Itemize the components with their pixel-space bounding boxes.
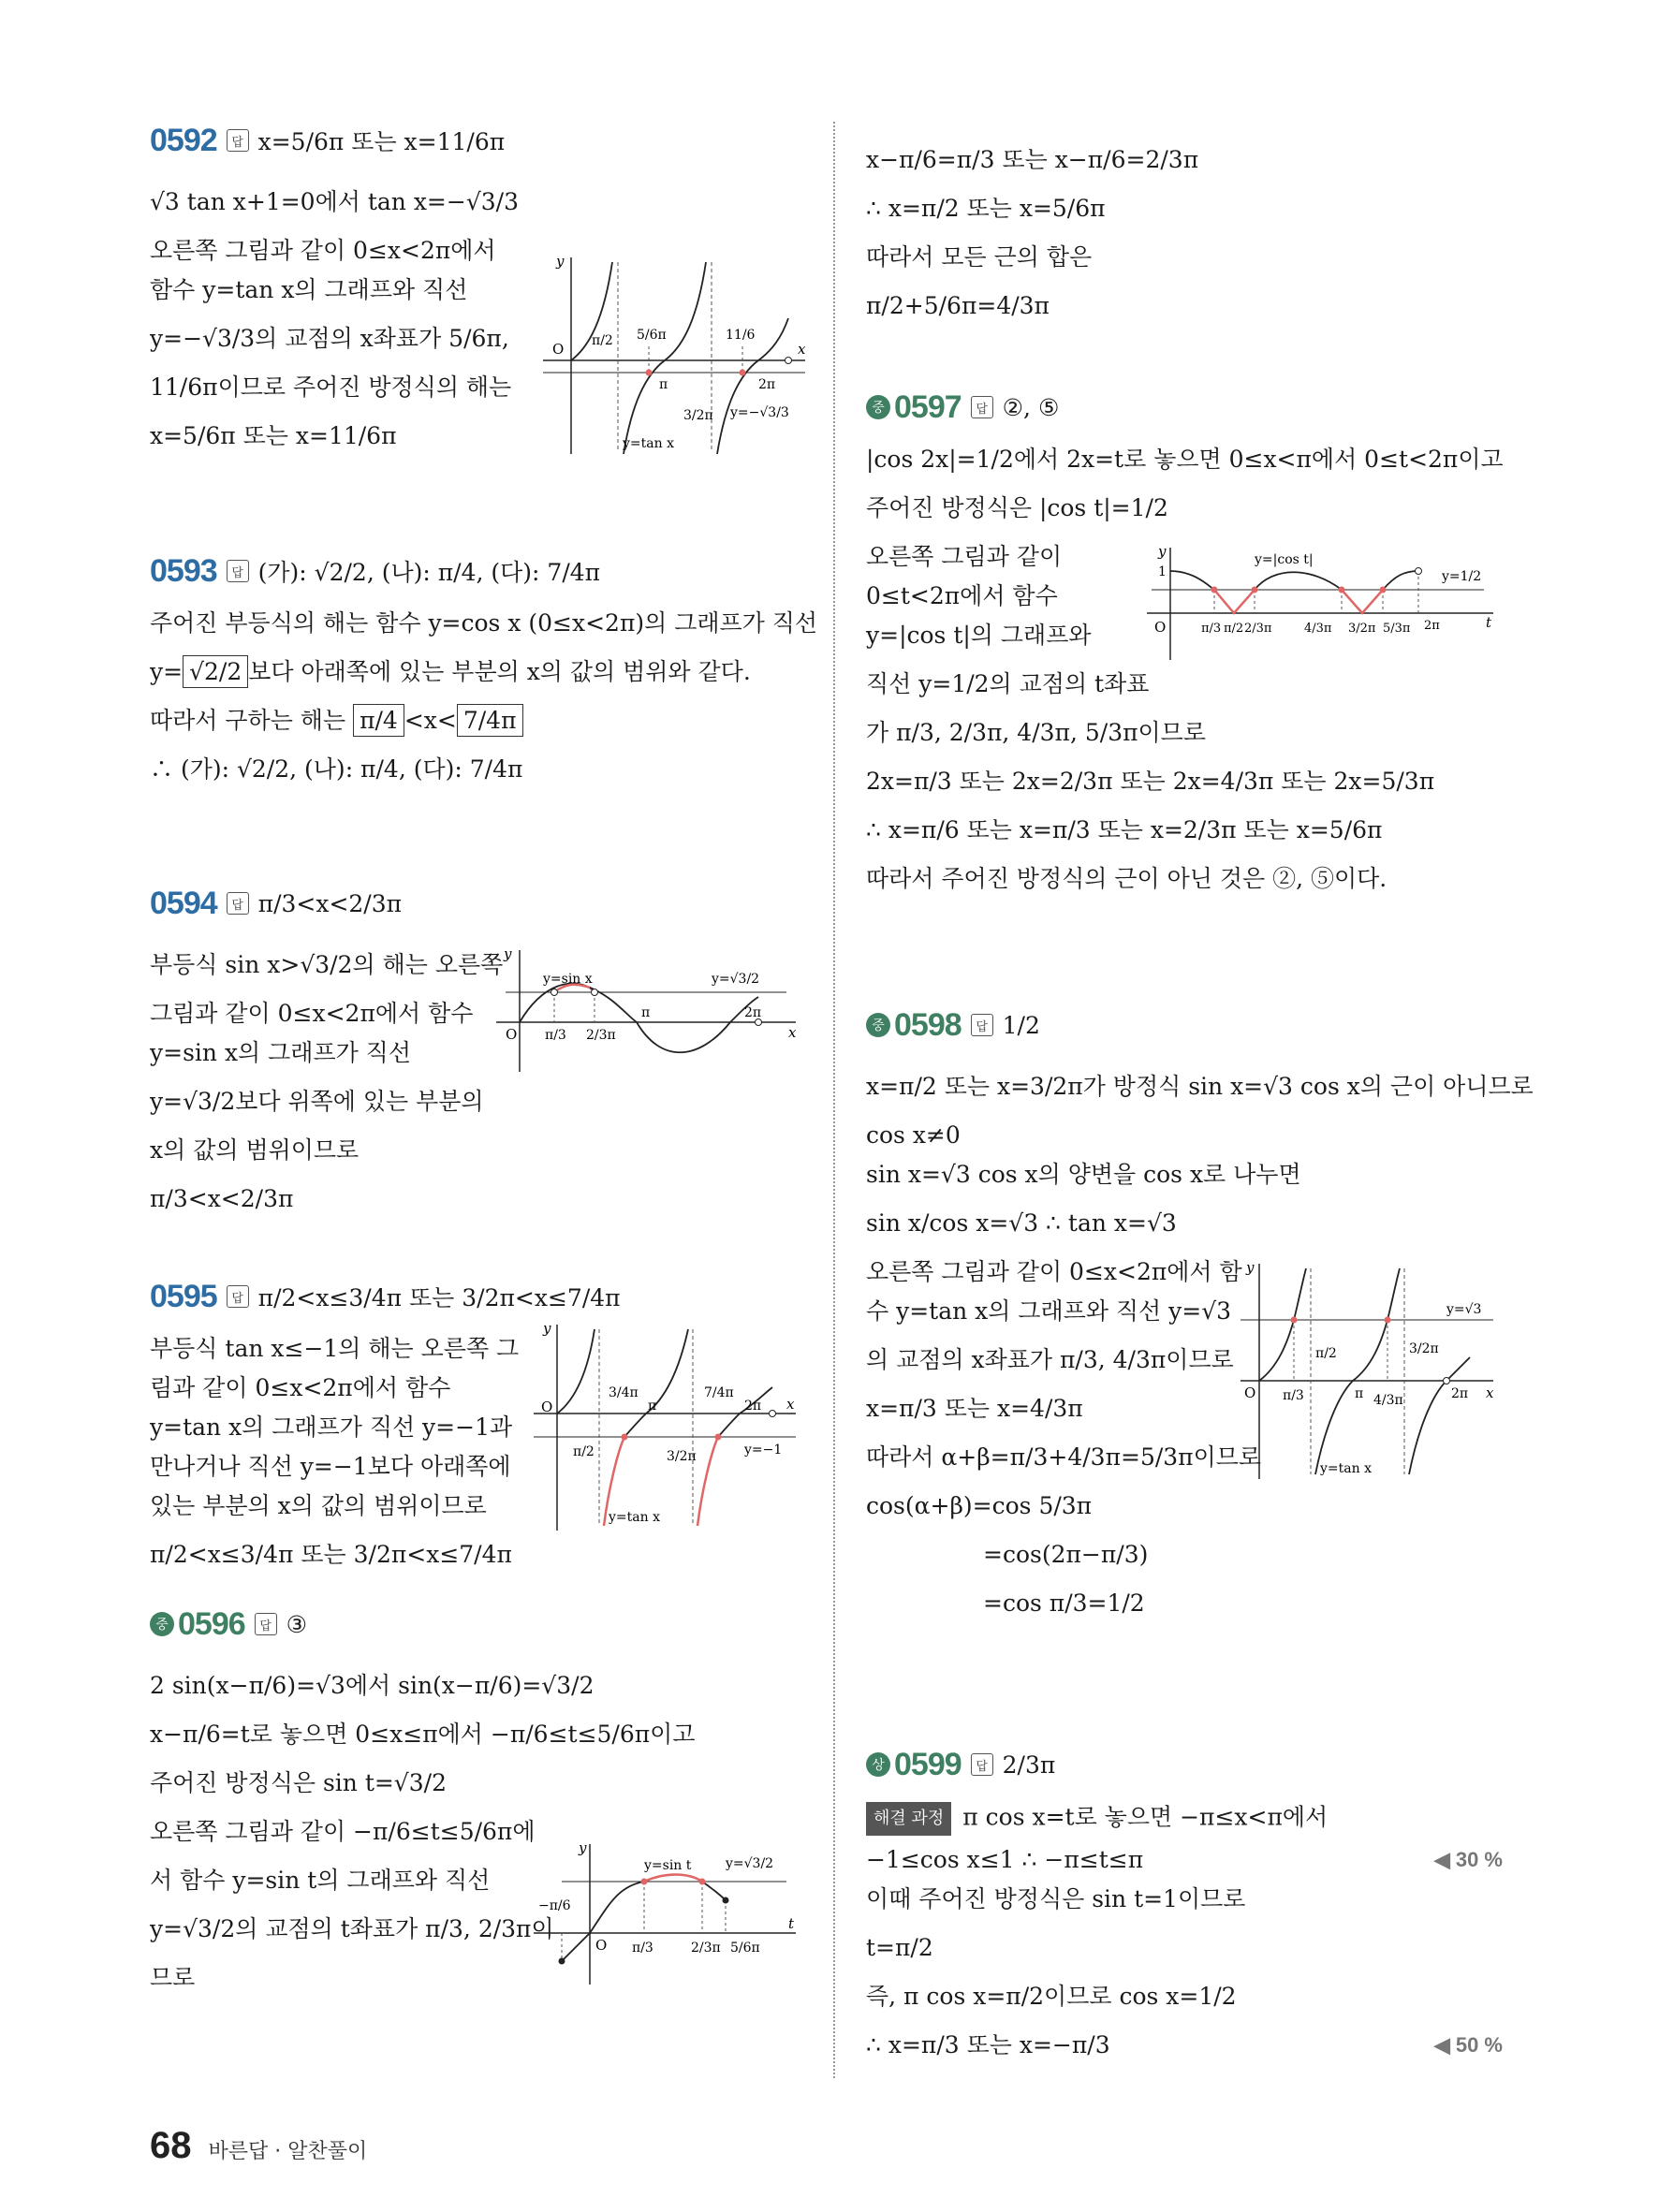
problem-number: 0594 xyxy=(150,885,217,921)
blank-box: π/4 xyxy=(353,704,404,737)
tick-label: 5/3π xyxy=(1383,622,1411,636)
origin-label: O xyxy=(1244,1384,1256,1401)
curve-label: y=sin x xyxy=(543,972,593,987)
text-line: 오른쪽 그림과 같이 −π/6≤t≤5/6π에 xyxy=(150,1818,536,1845)
answer-marker-icon: 답 xyxy=(971,1014,993,1036)
text-line: y=−√3/3의 교점의 x좌표가 5/6π, xyxy=(150,325,509,352)
tan-graph-0595 xyxy=(534,1320,805,1535)
tan-curve xyxy=(557,1329,595,1414)
highlight-curve xyxy=(644,1875,702,1882)
text-line: y=√3/2의 교점의 t좌표가 π/3, 2/3π이 xyxy=(150,1915,554,1942)
open-point xyxy=(551,989,558,996)
tick-label: 2π xyxy=(1424,619,1440,633)
text-line: 주어진 부등식의 해는 함수 y=cos x (0≤x<2π)의 그래프가 직선 xyxy=(150,609,818,637)
problem-0592 xyxy=(150,112,815,543)
text-line: 오른쪽 그림과 같이 0≤x<2π에서 xyxy=(150,237,496,264)
origin-label: O xyxy=(506,1026,518,1043)
tick-label: π xyxy=(648,1399,657,1414)
text-line: π/2+5/6π=4/3π xyxy=(866,292,1050,319)
tick-label: 3/2π xyxy=(1348,622,1376,636)
tick-label: 2π xyxy=(744,1005,762,1020)
text: π cos x=t로 놓으면 −π≤x<π에서 xyxy=(962,1803,1329,1831)
intersection-point xyxy=(641,1879,648,1885)
tick-label: 3/2π xyxy=(1409,1341,1439,1356)
axis-label: y xyxy=(1158,543,1167,560)
text-line: cos(α+β)=cos 5/3π xyxy=(866,1492,1093,1519)
intersection-point xyxy=(622,1434,628,1441)
curve-label: y=|cos t| xyxy=(1255,552,1314,567)
answer-marker-icon: 답 xyxy=(971,1753,993,1776)
curve-label: y=tan x xyxy=(1320,1461,1372,1476)
tan-curve xyxy=(1409,1357,1470,1474)
endpoint xyxy=(559,1958,565,1965)
text: −1≤cos x≤1 ∴ −π≤t≤π xyxy=(866,1846,1144,1873)
abs-cos-curve xyxy=(1170,571,1214,590)
intersection-point xyxy=(1385,1317,1391,1324)
answer: π/2<x≤3/4π 또는 3/2π<x≤7/4π xyxy=(257,1284,621,1311)
answer-marker-icon: 답 xyxy=(227,892,249,915)
open-point xyxy=(592,989,598,996)
answer: ②, ⑤ xyxy=(1002,393,1060,421)
text-line: x−π/6=t로 놓으면 0≤x≤π에서 −π/6≤t≤5/6π이고 xyxy=(150,1721,696,1748)
tick-label: π xyxy=(1355,1386,1364,1401)
problem-number: 0593 xyxy=(150,552,217,589)
tan-curve xyxy=(1294,1268,1306,1320)
axis-label: y xyxy=(1246,1259,1255,1276)
answer-marker-icon: 답 xyxy=(227,129,249,152)
page-number: 68 xyxy=(150,2125,192,2166)
text-line: 함수 y=tan x의 그래프와 직선 xyxy=(150,276,468,303)
tick-label: 3/2π xyxy=(667,1449,697,1464)
tan-curve xyxy=(1259,1320,1294,1381)
text-line: 가 π/3, 2/3π, 4/3π, 5/3π이므로 xyxy=(866,719,1206,746)
text-line: 부등식 tan x≤−1의 해는 오른쪽 그 xyxy=(150,1335,520,1362)
tick-label: 2/3π xyxy=(691,1941,721,1956)
tick-label: 2π xyxy=(758,377,776,392)
text: ∴ x=π/3 또는 x=−π/3 xyxy=(866,2031,1110,2058)
column-divider xyxy=(833,122,835,2078)
text-line: x=5/6π 또는 x=11/6π xyxy=(150,422,397,449)
tick-label: 11/6 xyxy=(726,328,756,343)
text-line: x−π/6=π/3 또는 x−π/6=2/3π xyxy=(866,146,1199,173)
axis-label: t xyxy=(788,1915,795,1932)
intersection-point xyxy=(1252,587,1258,593)
level-badge: 중 xyxy=(150,1612,174,1636)
abs-cos-curve xyxy=(1255,572,1342,590)
curve-label: y=sin t xyxy=(644,1858,692,1873)
text-line: 따라서 모든 근의 합은 xyxy=(866,243,1093,271)
text-line: y=|cos t|의 그래프와 xyxy=(866,622,1092,649)
open-point xyxy=(1444,1378,1450,1384)
text-line: 의 교점의 x좌표가 π/3, 4/3π이므로 xyxy=(866,1346,1234,1373)
origin-label: O xyxy=(552,341,565,358)
problem-number: 0598 xyxy=(894,1006,962,1043)
text-line: 있는 부분의 x의 값의 범위이므로 xyxy=(150,1492,487,1519)
text-line xyxy=(866,2030,1503,2060)
right-column xyxy=(866,112,1534,2073)
text-line: 따라서 주어진 방정식의 근이 아닌 것은 ②, ⑤이다. xyxy=(866,865,1387,892)
text-line: 따라서 α+β=π/3+4/3π=5/3π이므로 xyxy=(866,1443,1262,1471)
text-line: 오른쪽 그림과 같이 xyxy=(866,543,1063,570)
sin-curve xyxy=(702,1882,726,1900)
problem-number: 0597 xyxy=(894,388,962,425)
tick-label: 7/4π xyxy=(704,1385,734,1400)
intersection-point xyxy=(1380,587,1387,593)
line-label: y=−1 xyxy=(744,1443,783,1458)
open-point xyxy=(1416,568,1422,575)
text-line: =cos(2π−π/3) xyxy=(983,1541,1149,1568)
text-line: 림과 같이 0≤x<2π에서 함수 xyxy=(150,1374,451,1401)
text-line: ∴ x=π/2 또는 x=5/6π xyxy=(866,195,1106,222)
intersection-point xyxy=(1339,587,1345,593)
blank-box: 7/4π xyxy=(457,704,523,737)
line-label: y=−√3/3 xyxy=(730,405,789,420)
score-percent: ◀ 30 % xyxy=(1433,1848,1503,1871)
text-line: 2 sin(x−π/6)=√3에서 sin(x−π/6)=√3/2 xyxy=(150,1672,595,1699)
axis-label: y xyxy=(556,253,565,270)
answer-marker-icon: 답 xyxy=(227,1285,249,1308)
problem-number: 0595 xyxy=(150,1278,217,1314)
tan-graph-0598 xyxy=(1241,1259,1503,1484)
text-line: 주어진 방정식은 |cos t|=1/2 xyxy=(866,494,1168,521)
tick-label: 2π xyxy=(1451,1386,1469,1401)
tick-label: −π/6 xyxy=(538,1898,571,1913)
axis-label: y xyxy=(579,1839,587,1856)
problem-0596-continued xyxy=(866,112,1503,379)
line-label: y=√3/2 xyxy=(726,1856,774,1871)
level-badge: 중 xyxy=(866,1013,890,1037)
tick-label: 2/3π xyxy=(1244,622,1272,636)
text-line: y=sin x의 그래프가 직선 xyxy=(150,1039,411,1066)
problem-0594 xyxy=(150,875,815,1268)
text-line: 서 함수 y=sin t의 그래프와 직선 xyxy=(150,1867,491,1894)
text-line: |cos 2x|=1/2에서 2x=t로 놓으면 0≤x<π에서 0≤t<2π이고 xyxy=(866,446,1504,473)
text: <x< xyxy=(404,707,457,734)
tick-label: π/2 xyxy=(1224,622,1244,636)
text-line: 오른쪽 그림과 같이 0≤x<2π에서 함 xyxy=(866,1258,1242,1285)
problem-0593 xyxy=(150,543,818,875)
tick-label: π xyxy=(641,1005,651,1020)
text-line: 0≤t<2π에서 함수 xyxy=(866,582,1058,609)
text-line: 11/6π이므로 주어진 방정식의 해는 xyxy=(150,374,512,401)
text-line: y=tan x의 그래프가 직선 y=−1과 xyxy=(150,1414,513,1441)
problem-0595 xyxy=(150,1268,815,1596)
curve-label: y=tan x xyxy=(623,436,674,451)
answer: 1/2 xyxy=(1002,1011,1040,1039)
problem-0598 xyxy=(866,978,1534,1736)
text-line: cos x≠0 xyxy=(866,1121,961,1149)
text-line: =cos π/3=1/2 xyxy=(983,1589,1145,1617)
page-footer xyxy=(150,2125,367,2167)
text-line: 부등식 sin x>√3/2의 해는 오른쪽 xyxy=(150,951,504,978)
endpoint xyxy=(723,1897,729,1904)
tick-label: π/3 xyxy=(1201,622,1222,636)
highlight-curve xyxy=(1342,590,1383,613)
text-line: 만나거나 직선 y=−1보다 아래쪽에 xyxy=(150,1453,511,1480)
level-badge: 상 xyxy=(866,1752,890,1777)
tick-label: 3/4π xyxy=(609,1385,639,1400)
curve-label: y=tan x xyxy=(609,1510,660,1525)
answer-marker-icon: 답 xyxy=(227,560,249,582)
text-line: π/2<x≤3/4π 또는 3/2π<x≤7/4π xyxy=(150,1541,512,1568)
axis-label: x xyxy=(798,341,806,358)
axis-label: x xyxy=(788,1024,797,1041)
text-line: 즉, π cos x=π/2이므로 cos x=1/2 xyxy=(866,1983,1237,2010)
text-line: ∴ (가): √2/2, (나): π/4, (다): 7/4π xyxy=(150,755,523,783)
text-line: t=π/2 xyxy=(866,1934,933,1961)
abs-cos-curve xyxy=(1383,571,1418,590)
text-line: sin x/cos x=√3 ∴ tan x=√3 xyxy=(866,1209,1177,1237)
tick-label: 1 xyxy=(1158,564,1167,579)
tick-label: π xyxy=(659,377,668,392)
tan-curve xyxy=(624,1329,688,1437)
intersection-point xyxy=(699,1879,706,1885)
sin-graph-0594 xyxy=(496,945,805,1077)
text-line: x=π/2 또는 x=3/2π가 방정식 sin x=√3 cos x의 근이 아니므로 xyxy=(866,1073,1534,1100)
tick-label: 3/2π xyxy=(683,408,713,423)
blank-box: √2/2 xyxy=(183,655,248,688)
text: 따라서 구하는 해는 xyxy=(150,707,346,734)
axis-label: x xyxy=(786,1396,795,1413)
answer: π/3<x<2/3π xyxy=(257,889,403,917)
level-badge: 중 xyxy=(866,395,890,419)
tick-label: 5/6π xyxy=(730,1941,760,1956)
problem-0596 xyxy=(150,1596,815,2017)
origin-label: O xyxy=(595,1937,608,1954)
tick-label: 2π xyxy=(744,1399,762,1414)
problem-number: 0596 xyxy=(178,1605,245,1642)
answer: (가): √2/2, (나): π/4, (다): 7/4π xyxy=(257,559,601,586)
axis-label: y xyxy=(543,1320,551,1337)
problem-number: 0592 xyxy=(150,122,217,158)
text-line xyxy=(866,1845,1503,1875)
axis-label: y xyxy=(504,945,512,962)
intersection-point xyxy=(740,370,746,376)
text: y= xyxy=(150,658,184,685)
open-point xyxy=(785,358,792,364)
text-line: 2x=π/3 또는 2x=2/3π 또는 2x=4/3π 또는 2x=5/3π xyxy=(866,768,1435,795)
tick-label: π/3 xyxy=(632,1941,653,1956)
line-label: y=√3/2 xyxy=(712,972,760,987)
tan-graph-0592 xyxy=(543,253,815,459)
axis-label: t xyxy=(1486,614,1492,631)
axis-label: x xyxy=(1486,1384,1494,1401)
problem-0599 xyxy=(866,1736,1503,2073)
line-label: y=√3 xyxy=(1446,1302,1482,1317)
answer-marker-icon: 답 xyxy=(255,1613,277,1635)
left-column xyxy=(150,112,818,2017)
tick-label: π/2 xyxy=(592,333,613,348)
text-line xyxy=(150,706,815,736)
text-line: x의 값의 범위이므로 xyxy=(150,1136,360,1164)
text-line xyxy=(866,1802,1503,1836)
text-line: sin x=√3 cos x의 양변을 cos x로 나누면 xyxy=(866,1161,1301,1188)
open-point xyxy=(770,1411,776,1417)
answer: x=5/6π 또는 x=11/6π xyxy=(257,128,506,155)
tick-label: π/2 xyxy=(1315,1346,1337,1361)
intersection-point xyxy=(715,1434,722,1441)
sin-graph-0596 xyxy=(534,1839,805,1989)
text-line: 직선 y=1/2의 교점의 t좌표 xyxy=(866,670,1150,697)
text-line: 그림과 같이 0≤x<2π에서 함수 xyxy=(150,1000,474,1027)
text-line: y=√3/2보다 위쪽에 있는 부분의 xyxy=(150,1088,484,1115)
problem-0597 xyxy=(866,379,1503,978)
text-line: √3 tan x+1=0에서 tan x=−√3/3 xyxy=(150,188,519,215)
score-percent: ◀ 50 % xyxy=(1433,2033,1503,2057)
origin-label: O xyxy=(1154,619,1167,636)
answer: 2/3π xyxy=(1002,1751,1056,1779)
text-line: π/3<x<2/3π xyxy=(150,1185,294,1212)
line-label: y=1/2 xyxy=(1442,569,1482,584)
answer: ③ xyxy=(286,1610,308,1638)
tan-curve xyxy=(624,262,706,454)
origin-label: O xyxy=(541,1399,553,1415)
tick-label: 5/6π xyxy=(637,328,667,343)
tick-label: 4/3π xyxy=(1304,622,1332,636)
text-line: 므로 xyxy=(150,1964,196,1991)
tick-label: π/3 xyxy=(545,1028,566,1043)
answer-marker-icon: 답 xyxy=(971,396,993,418)
problem-number: 0599 xyxy=(894,1746,962,1782)
tick-label: π/3 xyxy=(1283,1388,1304,1403)
text-line: x=π/3 또는 x=4/3π xyxy=(866,1395,1083,1422)
tick-label: π/2 xyxy=(573,1444,595,1459)
highlight-curve xyxy=(1214,590,1255,613)
intersection-point xyxy=(1291,1317,1298,1324)
text-line: 수 y=tan x의 그래프와 직선 y=√3 xyxy=(866,1297,1232,1325)
intersection-point xyxy=(1211,587,1218,593)
text-line: 주어진 방정식은 sin t=√3/2 xyxy=(150,1769,447,1796)
intersection-point xyxy=(646,370,653,376)
text: 보다 아래쪽에 있는 부분의 x의 값의 범위와 같다. xyxy=(248,658,751,685)
solution-process-tag: 해결 과정 xyxy=(866,1802,951,1836)
text-line xyxy=(150,657,815,687)
text-line: ∴ x=π/6 또는 x=π/3 또는 x=2/3π 또는 x=5/6π xyxy=(866,816,1383,843)
abs-cos-graph-0597 xyxy=(1147,543,1503,665)
tick-label: 2/3π xyxy=(586,1028,616,1043)
highlight-curve xyxy=(697,1437,718,1526)
book-title: 바른답 · 알찬풀이 xyxy=(208,2140,368,2163)
tick-label: 4/3π xyxy=(1373,1393,1403,1408)
text-line: 이때 주어진 방정식은 sin t=1이므로 xyxy=(866,1885,1246,1912)
